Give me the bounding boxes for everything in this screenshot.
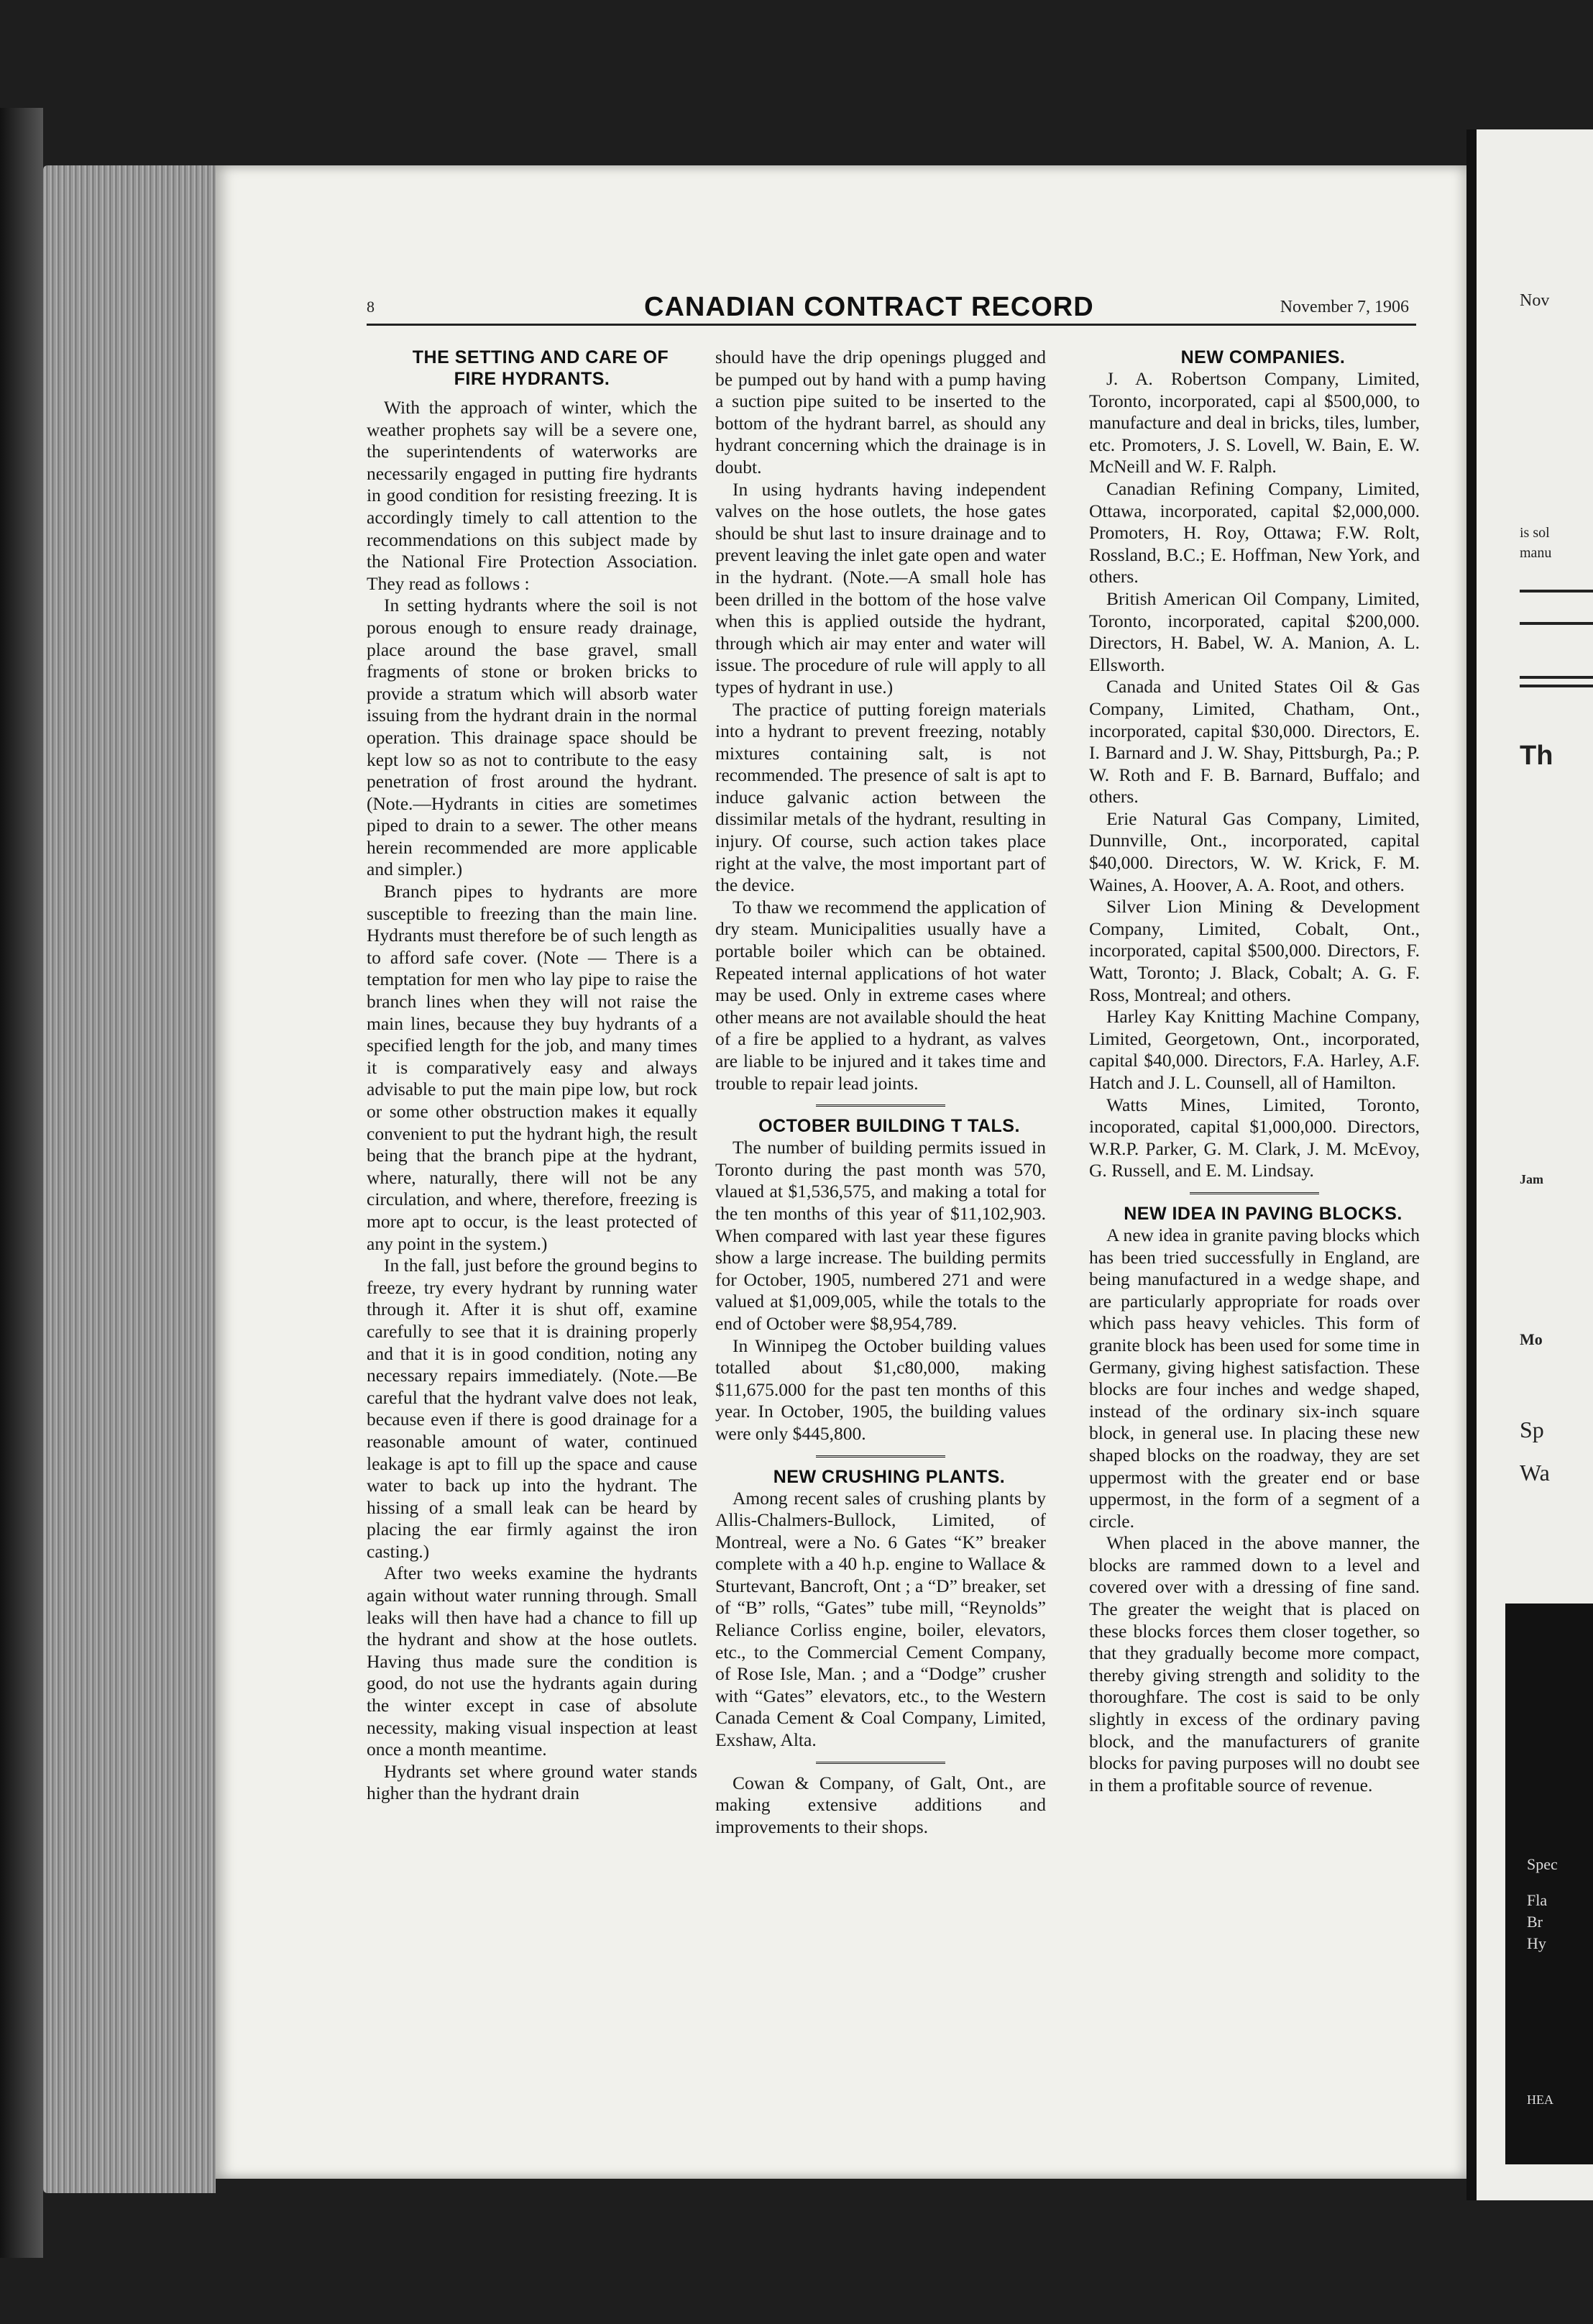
article-paragraph: The practice of putting foreign materials into a hydrant to prevent freezing, notably mixtures containing salt, is not recommended. The presence of salt is apt to induce galvanic action between the dissimilar metals of the hydrant, resulting in injury. Of course, such action takes place right at the valve, the most important part of the device. xyxy=(715,698,1046,896)
neighbor-fragment: manu xyxy=(1520,545,1552,561)
neighbor-fragment: Spec xyxy=(1527,1855,1558,1873)
neighbor-fragment: Th xyxy=(1520,741,1553,771)
article-paragraph: After two weeks examine the hydrants again without water running through. Small leaks will then have had a chance to fill up the hydrant and show at the hose outlets. Having thus made sure the condition is good, do not use the hydrants again during the winter except in case of absolute necessity, making visual inspection at least once a month meantime. xyxy=(367,1563,697,1760)
article-paragraph: Among recent sales of crushing plants by Allis-Chalmers-Bullock, Limited, of Montreal, were a No. 6 Gates “K” breaker complete with a 40 h.p. engine to Wallace & Sturtevant, Bancroft, Ont ; a “D” breaker, set of “B” rolls, “Gates” tube mill, “Reynolds” Reliance Corliss engine, boiler, elevators, etc., to the Commercial Cement Company, of Rose Isle, Man. ; and a “Dodge” crusher with “Gates” elevators, etc., to the Western Canada Cement & Coal Company, Limited, Exshaw, Alta. xyxy=(715,1487,1046,1751)
article-heading: THE SETTING AND CARE OF FIRE HYDRANTS. xyxy=(412,347,669,389)
neighbor-fragment: Br xyxy=(1527,1913,1543,1931)
article-paragraph: In the fall, just before the ground begins to freeze, try every hydrant by running water through it. After it is shut off, examine carefully to see that it is draining properly and that it is in good condition, noting any necessary repairs immediately. (Note.—Be careful that the hydrant valve does not leak, because even if there is good drainage for a reasonable amount of water, continued leakage is apt to fill up the space and cause water to back up into the hydrant. The hissing of a small leak can be heard by placing the ear firmly against the iron casting.) xyxy=(367,1255,697,1562)
article-heading: OCTOBER BUILDING T TALS. xyxy=(758,1116,1020,1137)
issue-date: November 7, 1906 xyxy=(1280,298,1409,316)
article-paragraph: When placed in the above manner, the blocks are rammed down to a level and covered over with a dressing of fine sand. The greater the weight that is placed on these blocks forces them closer together, so that they gradually become more compact, thereby giving strength and solidity to the thoroughfare. The cost is said to be only slightly in excess of the ordinary paving block, and the manufacturers of granite blocks for paving purposes will no doubt see in them a profitable source of revenue. xyxy=(1089,1532,1420,1795)
section-divider xyxy=(816,1455,945,1459)
article-paragraph: In Winnipeg the October building values totalled about $1,c80,000, making $11,675.000 for the past ten months of this year. In October, 1905, the building values were only $445,800. xyxy=(715,1335,1046,1444)
article-paragraph: The number of building permits issued in Toronto during the past month was 570, vlaued at $1,536,575, and making a total for the ten months of this year of $11,102,903. When compared with last year these figures show a large increase. The building permits for October, 1905, numbered 271 and were valued at $1,009,005, while the totals to the end of October were $8,954,789. xyxy=(715,1137,1046,1334)
section-divider xyxy=(816,1762,945,1765)
section-divider xyxy=(816,1104,945,1108)
article-paragraph: Canadian Refining Company, Limited, Ottawa, incorporated, capital $2,000,000. Promoters, H. Roy, Ottawa; F.W. Rolt, Rossland, B.C.; E. Hoffman, New York, and others. xyxy=(1089,477,1420,587)
running-head xyxy=(367,292,1416,326)
article-paragraph: British American Oil Company, Limited, Toronto, incorporated, capital $200,000. Directors, H. Babel, W. A. Manion, A. L. Ellsworth. xyxy=(1089,587,1420,675)
neighbor-advert xyxy=(1505,1604,1593,2164)
article-paragraph: Silver Lion Mining & Development Company, Limited, Cobalt, Ont., incorporated, capital $500,000. Directors, F. Watt, Toronto; J. Black, Cobalt; A. G. F. Ross, Montreal; and others. xyxy=(1089,896,1420,1005)
column-1 xyxy=(367,347,697,1805)
page-number: 8 xyxy=(367,298,375,316)
article-paragraph: Erie Natural Gas Company, Limited, Dunnville, Ont., incorporated, capital $40,000. Directors, W. W. Krick, F. M. Waines, A. Hoover, A. A. Root, and others. xyxy=(1089,808,1420,895)
neighbor-fragment: Fla xyxy=(1527,1891,1548,1909)
neighbor-fragment: Wa xyxy=(1520,1460,1550,1486)
article-paragraph: Harley Kay Knitting Machine Company, Limited, Georgetown, Ont., incorporated, capital $40,000. Directors, F.A. Harley, A.F. Hatch and J. L. Counsell, all of Hamilton. xyxy=(1089,1006,1420,1093)
article-paragraph: Watts Mines, Limited, Toronto, incoporated, capital $1,000,000. Directors, W.R.P. Parker, G. M. Clark, J. M. McEvoy, G. Russell, and E. M. Lindsay. xyxy=(1089,1094,1420,1181)
neighbor-page xyxy=(1466,129,1593,2200)
neighbor-fragment: Jam xyxy=(1520,1172,1543,1186)
article-paragraph: should have the drip openings plugged and be pumped out by hand with a pump having a suction pipe suited to be inserted to the bottom of the hydrant barrel, as should any hydrant concerning which the drainage is in doubt. xyxy=(715,347,1046,477)
article-paragraph: J. A. Robertson Company, Limited, Toronto, incorporated, capi al $500,000, to manufacture and deal in bricks, tiles, lumber, etc. Promoters, J. S. Lovell, W. Bain, E. W. McNeill and W. F. Ralph. xyxy=(1089,368,1420,477)
article-paragraph: To thaw we recommend the application of dry steam. Municipalities usually have a portable boiler which can be obtained. Repeated internal applications of hot water may be used. Only in extreme cases where other means are not available should the heat of a fire be applied to a hydrant, as valves are liable to be injured and it takes time and trouble to repair lead joints. xyxy=(715,896,1046,1094)
article-paragraph: Hydrants set where ground water stands higher than the hydrant drain xyxy=(367,1760,697,1804)
journal-title: CANADIAN CONTRACT RECORD xyxy=(644,292,1094,322)
article-heading: NEW IDEA IN PAVING BLOCKS. xyxy=(1124,1203,1403,1224)
article-paragraph: Branch pipes to hydrants are more susceptible to freezing than the main line. Hydrants must therefore be of such length as to afford safe cover. (Note — There is a temptation for men who lay pipe to raise the branch lines when they will not raise the main lines, because they buy hydrants of a specified length for the job, and many times it is comparatively easy and always advisable to put the main pipe low, but rock or some other obstruction makes it equally convenient to put the hydrant high, the result being that the branch pipe at the hydrant, where, naturally, there will not be any circulation, and where, therefore, freezing is more apt to occur, is the least protected of any point in the system.) xyxy=(367,881,697,1254)
book-spine xyxy=(0,108,43,2258)
article-paragraph: With the approach of winter, which the weather prophets say will be a severe one, the superintendents of waterworks are necessarily engaged in putting fire hydrants in good condition for resisting freezing. It is accordingly timely to call attention to the recommendations on this subject made by the National Fire Protection Association. They read as follows : xyxy=(367,397,697,594)
article-heading: NEW CRUSHING PLANTS. xyxy=(773,1466,1006,1487)
neighbor-fragment: Mo xyxy=(1520,1330,1543,1348)
article-paragraph: In setting hydrants where the soil is not porous enough to ensure ready drainage, place around the base gravel, small fragments of stone or broken bricks to provide a stratum which will absorb water issuing from the hydrant drain in the normal operation. This drainage space should be kept low so as not to contribute to the easy penetration of frost around the hydrant. (Note.—Hydrants in cities are sometimes piped to drain to a sewer. The other means herein recommended are more applicable and simpler.) xyxy=(367,595,697,880)
column-2 xyxy=(715,347,1046,1838)
article-paragraph: A new idea in granite paving blocks which has been tried successfully in England, are being manufactured in a wedge shape, and are particularly appropriate for roads over which pass heavy vehicles. This form of granite block has been used for some time in Germany, giving highest satisfaction. These blocks are four inches and wedge shaped, instead of the ordinary six-inch square block, in general use. In placing these new shaped blocks on the roadway, they are set uppermost with the greater end or base uppermost, in the form of a segment of a circle. xyxy=(1089,1224,1420,1532)
neighbor-fragment: Hy xyxy=(1527,1934,1546,1952)
column-3 xyxy=(1089,347,1420,1796)
neighbor-fragment: is sol xyxy=(1520,525,1550,541)
section-divider xyxy=(1190,1192,1319,1196)
article-heading: NEW COMPANIES. xyxy=(1180,347,1346,367)
neighbor-fragment: Sp xyxy=(1520,1417,1544,1442)
article-paragraph: Canada and United States Oil & Gas Company, Limited, Chatham, Ont., incorporated, capital $30,000. Directors, E. I. Barnard and J. W. Shay, Pittsburgh, Pa.; P. W. Roth and F. B. Barnard, Buffalo; and others. xyxy=(1089,676,1420,808)
neighbor-fragment: Nov xyxy=(1520,291,1550,310)
neighbor-fragment: HEA xyxy=(1527,2092,1553,2107)
page-edges xyxy=(43,165,216,2193)
article-paragraph: In using hydrants having independent valves on the hose outlets, the hose gates should be shut last to insure drainage and to prevent leaving the inlet gate open and water in the hydrant. (Note.—A small hole has been drilled in the bottom of the hose valve when this is applied outside the hydrant, through which air may enter and water will issue. The procedure of rule will apply to all types of hydrant in use.) xyxy=(715,478,1046,697)
article-paragraph: Cowan & Company, of Galt, Ont., are making extensive additions and improvements to their shops. xyxy=(715,1772,1046,1837)
